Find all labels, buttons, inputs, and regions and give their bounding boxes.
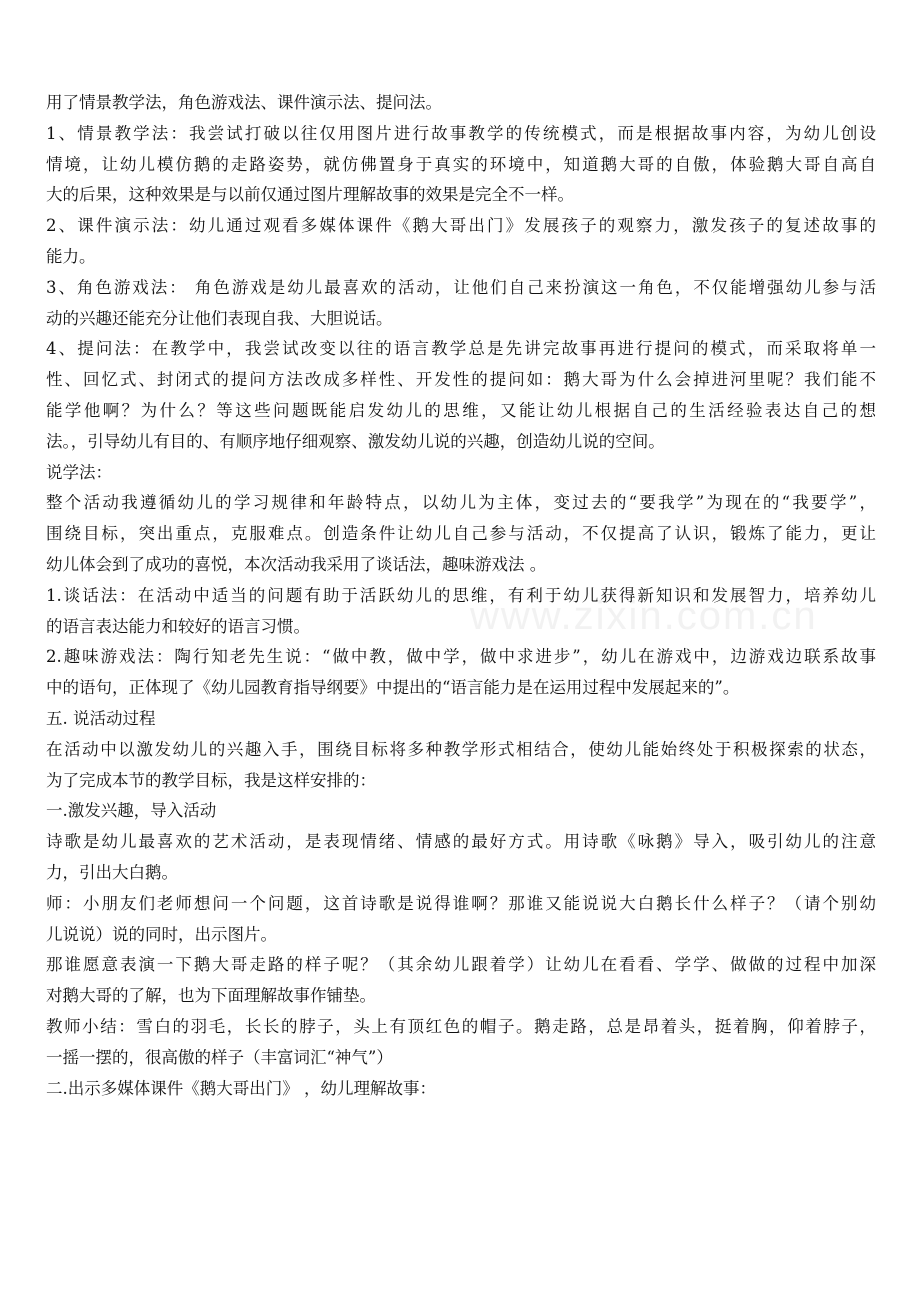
text-line: 能学他啊？为什么？等这些问题既能启发幼儿的思维，又能让幼儿根据自己的生活经验表达自己的想 [46, 401, 876, 420]
text-line: 整个活动我遵循幼儿的学习规律和年龄特点，以幼儿为主体，变过去的“要我学”为现在的“我要学”， [46, 493, 876, 513]
text-line: 诗歌是幼儿最喜欢的艺术活动，是表现情绪、情感的最好方式。用诗歌《咏鹅》导入，吸引幼儿的注意 [46, 832, 876, 852]
text-line: 师：小朋友们老师想问一个问题，这首诗歌是说得谁啊？那谁又能说说大白鹅长什么样子？（请个别幼 [46, 893, 876, 913]
text-line: 在活动中以激发幼儿的兴趣入手，围绕目标将多种教学形式相结合，使幼儿能始终处于积极探索的状态， [46, 739, 876, 759]
text-line: 性、回忆式、封闭式的提问方法改成多样性、开发性的提问如：鹅大哥为什么会掉进河里呢？我们能不 [46, 370, 876, 390]
text-line: 儿说说）说的同时，出示图片。 [46, 924, 277, 944]
text-line: 能力。 [46, 247, 96, 266]
text-line: 幼儿体会到了成功的喜悦，本次活动我采用了谈话法，趣味游戏法 。 [46, 555, 547, 574]
watermark: www.zixin.com.cn [470, 594, 818, 638]
text-line: 法。，引导幼儿有目的、有顺序地仔细观察、激发幼儿说的兴趣，创造幼儿说的空间。 [46, 431, 665, 451]
text-line: 说学法： [46, 462, 112, 482]
text-line: 大的后果，这种效果是与以前仅通过图片理解故事的效果是完全不一样。 [46, 185, 574, 205]
text-line: 二.出示多媒体课件《鹅大哥出门》 ，幼儿理解故事： [46, 1078, 436, 1098]
text-line: 一摇一摆的，很高傲的样子（丰富词汇“神气”） [46, 1047, 393, 1067]
text-line: 为了完成本节的教学目标，我是这样安排的： [46, 770, 376, 790]
text-line: 的语言表达能力和较好的语言习惯。 [46, 616, 310, 636]
text-line: 1、情景教学法：我尝试打破以往仅用图片进行故事教学的传统模式，而是根据故事内容，为幼儿创设 [46, 123, 876, 143]
text-line: 教师小结：雪白的羽毛，长长的脖子，头上有顶红色的帽子。鹅走路，总是昂着头，挺着胸，仰着脖子， [46, 1017, 876, 1036]
text-line: 对鹅大哥的了解，也为下面理解故事作铺垫。 [46, 986, 376, 1006]
text-line: 那谁愿意表演一下鹅大哥走路的样子呢？（其余幼儿跟着学）让幼儿在看看、学学、做做的过程中加深 [46, 955, 876, 975]
text-line: 4、提问法：在教学中，我尝试改变以往的语言教学总是先讲完故事再进行提问的模式，而采取将单一 [46, 339, 876, 359]
text-line: 一.激发兴趣，导入活动 [46, 801, 217, 821]
text-line: 力，引出大白鹅。 [46, 863, 178, 882]
text-line: 围绕目标，突出重点，克服难点。创造条件让幼儿自己参与活动，不仅提高了认识，锻炼了能力，更让 [46, 524, 876, 544]
text-line: 用了情景教学法，角色游戏法、课件演示法、提问法。 [46, 93, 442, 112]
text-line: 五. 说活动过程 [46, 709, 156, 728]
text-line: 3、角色游戏法： 角色游戏是幼儿最喜欢的活动，让他们自己来扮演这一角色，不仅能增强幼儿参与活 [46, 277, 876, 297]
text-line: 动的兴趣还能充分让他们表现自我、大胆说话。 [46, 308, 393, 328]
text-line: 1.谈话法：在活动中适当的问题有助于活跃幼儿的思维，有利于幼儿获得新知识和发展智力，培养幼儿 [46, 585, 876, 605]
text-line: 情境，让幼儿模仿鹅的走路姿势，就仿佛置身于真实的环境中，知道鹅大哥的自傲，体验鹅大哥自高自 [46, 154, 876, 174]
text-line: 2、课件演示法：幼儿通过观看多媒体课件《鹅大哥出门》发展孩子的观察力，激发孩子的复述故事的 [46, 216, 876, 236]
text-line: 2.趣味游戏法：陶行知老先生说：“做中教，做中学，做中求进步”，幼儿在游戏中，边游戏边联系故事 [46, 647, 876, 667]
text-line: 中的语句，正体现了《幼儿园教育指导纲要》中提出的“语言能力是在运用过程中发展起来的”。 [46, 678, 740, 698]
